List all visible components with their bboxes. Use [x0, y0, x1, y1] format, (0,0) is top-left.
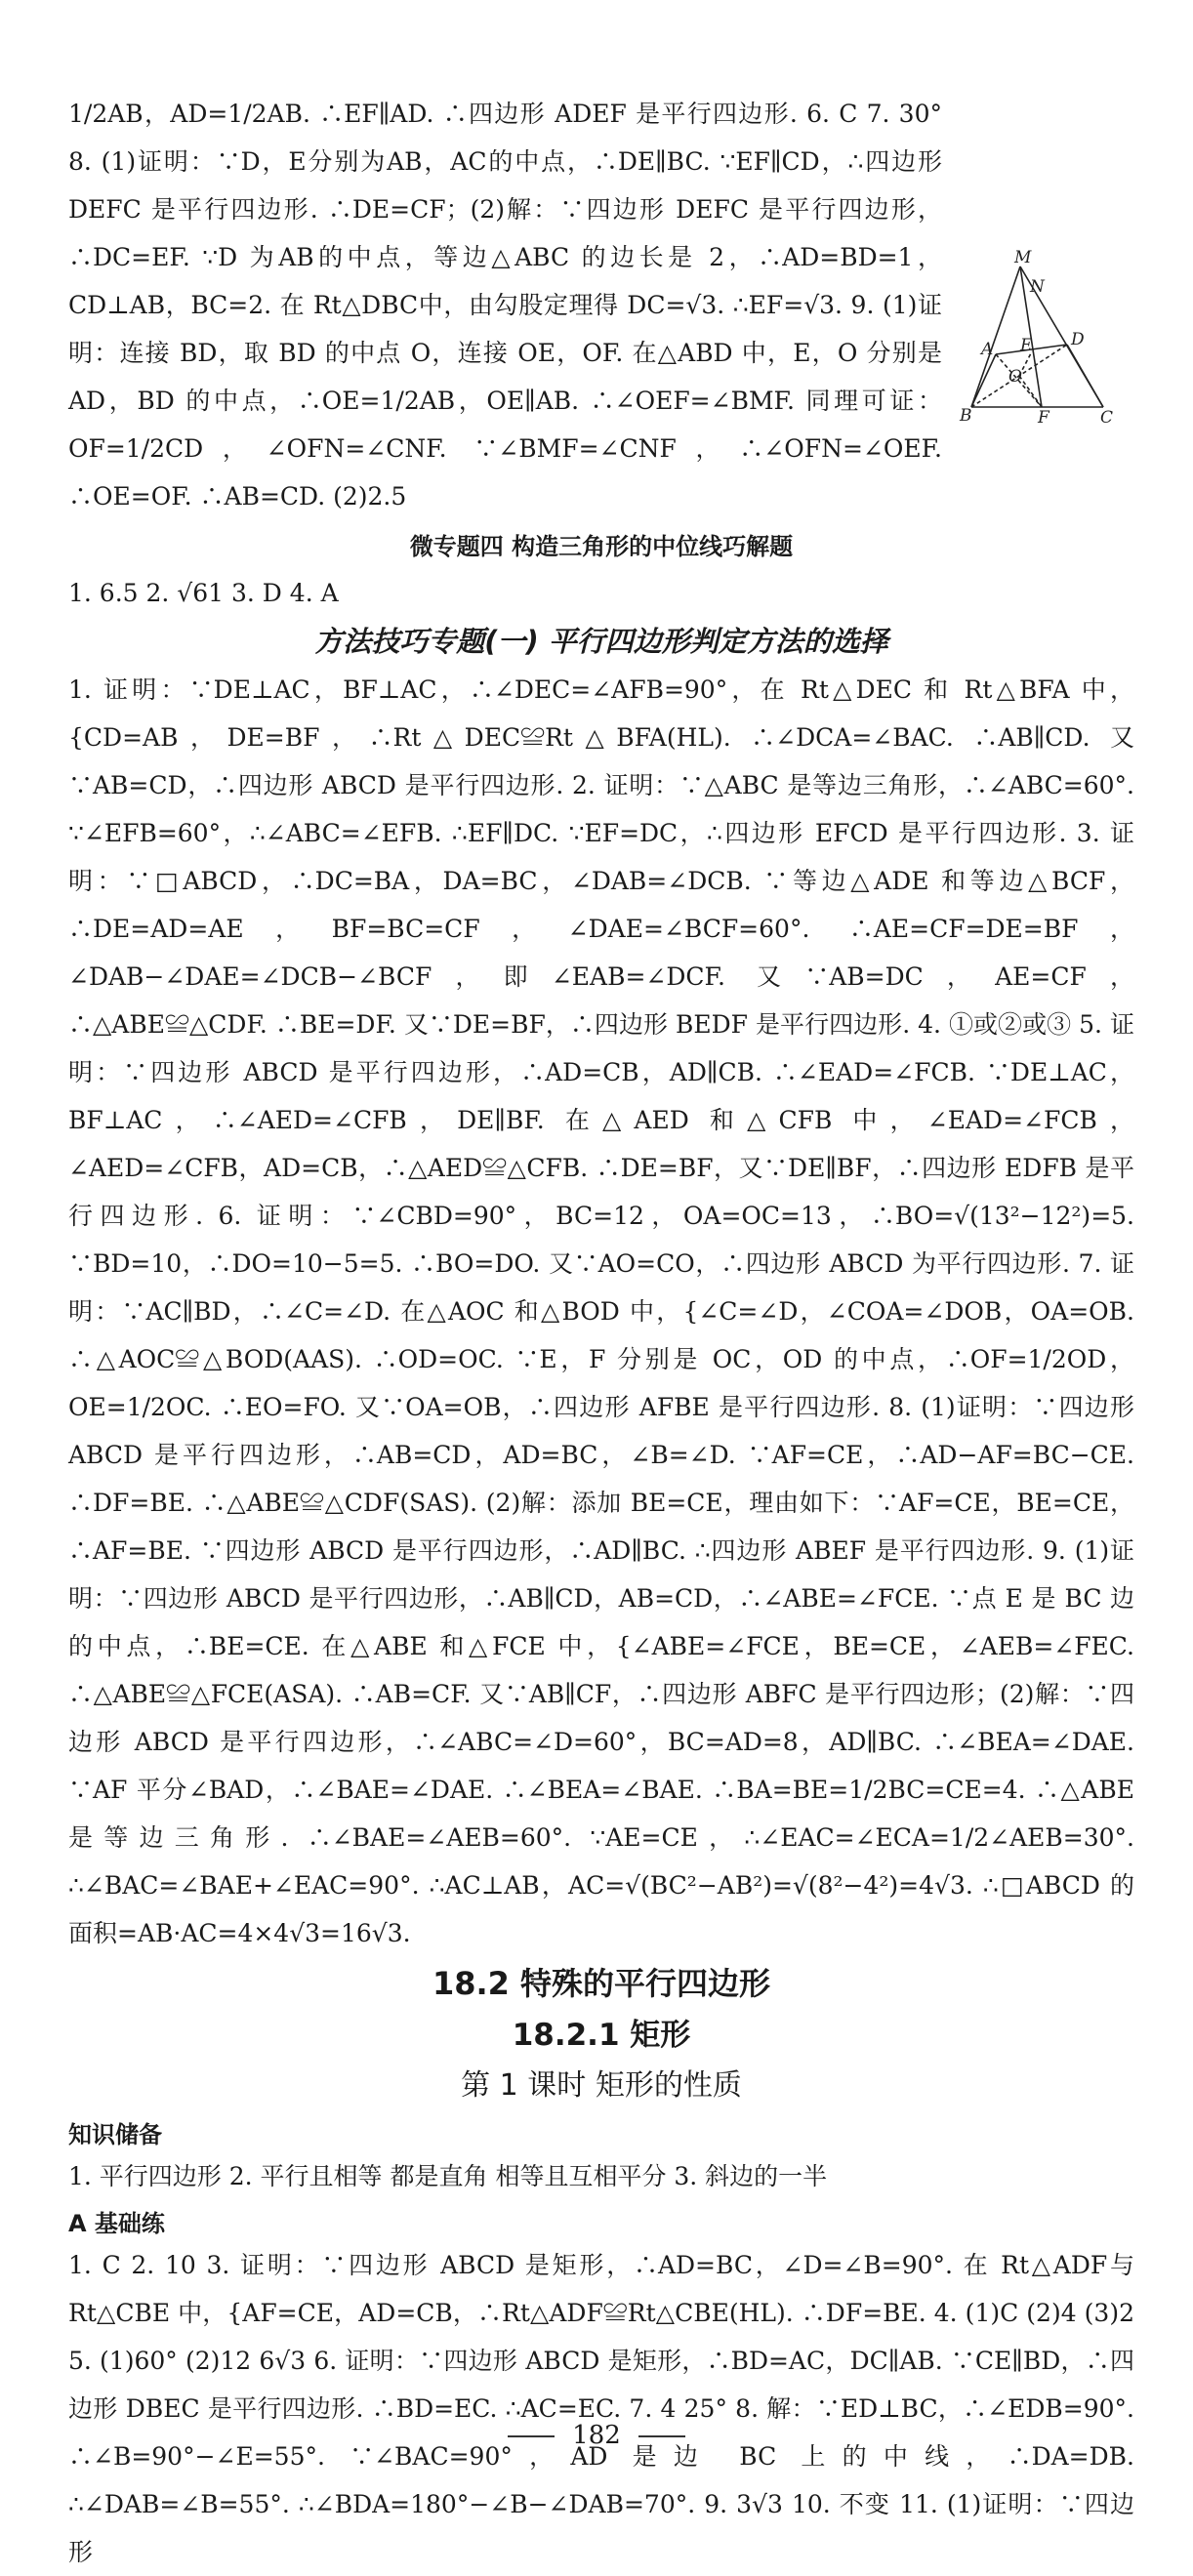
answer-para-5: 1. C 2. 10 3. 证明：∵四边形 ABCD 是矩形，∴AD=BC，∠D=∠B=90°. 在 Rt△ADF与 Rt△CBE 中，{AF=CE，AD=CB，∴Rt△ADF≌Rt△CBE(HL). ∴DF=BE. 4. (1)C (2)4 (3)2 5. (1)60° (2)12 6√3 6. 证明：∵四边形 ABCD 是矩形，∴BD=AC，DC∥AB. ∵CE∥BD，∴四边形 DBEC 是平行四边形. ∴BD=EC. ∴AC=EC. 7. 4 25° 8. 解：∵ED⊥BC，∴∠EDB=90°. ∴∠B=90°−∠E=55°. ∵∠BAC=90°，AD 是边 BC 上的中线，∴DA=DB. ∴∠DAB=∠B=55°. ∴∠BDA=180°−∠B−∠DAB=70°. 9. 3√3 10. 不变 11. (1)证明：∵四边形 — [68, 2251, 1134, 2566]
page-footer — [0, 2421, 1193, 2450]
page-number: 182 — [572, 2421, 621, 2450]
answer-para-2: 1. 6.5 2. √61 3. D 4. A — [68, 579, 339, 607]
footer-dash-right — [638, 2435, 685, 2437]
figure-label-c: C — [1100, 408, 1114, 425]
geometry-figure — [952, 249, 1123, 425]
answer-para-4: 1. 平行四边形 2. 平行且相等 都是直角 相等且互相平分 3. 斜边的一半 — [68, 2162, 828, 2190]
heading-section-18-2: 18.2 特殊的平行四边形 — [432, 1965, 771, 2002]
figure-label-d: D — [1071, 330, 1085, 349]
answer-para-3: 1. 证明：∵DE⊥AC，BF⊥AC，∴∠DEC=∠AFB=90°，在 Rt△DEC 和 Rt△BFA 中，{CD=AB，DE=BF，∴Rt△DEC≌Rt△BFA(HL). ∴∠DCA=∠BAC. ∴AB∥CD. 又∵AB=CD，∴四边形 ABCD 是平行四边形. 2. 证明：∵△ABC 是等边三角形，∴∠ABC=60°. ∵∠EFB=60°，∴∠ABC=∠EFB. ∴EF∥DC. ∵EF=DC，∴四边形 EFCD 是平行四边形. 3. 证明：∵□ABCD，∴DC=BA，DA=BC，∠DAB=∠DCB. ∵等边△ADE 和等边△BCF，∴DE=AD=AE，BF=BC=CF，∠DAE=∠BCF=60°. ∴AE=CF=DE=BF，∠DAB−∠DAE=∠DCB−∠BCF，即∠EAB=∠DCF. 又∵AB=DC，AE=CF，∴△ABE≌△CDF. ∴BE=DF. 又∵DE=BF，∴四边形 BEDF 是平行四边形. 4. ①或②或③ 5. 证明：∵四边形 ABCD 是平行四边形，∴AD=CB，AD∥CB. ∴∠EAD=∠FCB. ∵DE⊥AC，BF⊥AC，∴∠AED=∠CFB，DE∥BF. 在△AED 和△CFB 中，∠EAD=∠FCB，∠AED=∠CFB，AD=CB，∴△AED≌△CFB. ∴DE=BF，又∵DE∥BF，∴四边形 EDFB 是平行四边形. 6. 证明：∵∠CBD=90°，BC=12，OA=OC=13，∴BO=√(13²−12²)=5. ∵BD=10，∴DO=10−5=5. ∴BO=DO. 又∵AO=CO，∴四边形 ABCD 为平行四边形. 7. 证明：∵AC∥BD，∴∠C=∠D. 在△AOC 和△BOD 中，{∠C=∠D，∠COA=∠DOB，OA=OB. ∴△AOC≌△BOD(AAS). ∴OD=OC. ∵E，F 分别是 OC，OD 的中点，∴OF=1/2OD，OE=1/2OC. ∴EO=FO. 又∵OA=OB，∴四边形 AFBE 是平行四边形. 8. (1)证明：∵四边形 ABCD 是平行四边形，∴AB=CD，AD=BC，∠B=∠D. ∵AF=CE，∴AD−AF=BC−CE. ∴DF=BE. ∴△ABE≌△CDF(SAS). (2)解：添加 BE=CE，理由如下：∵AF=CE，BE=CE，∴AF=BE. ∵四边形 ABCD 是平行四边形，∴AD∥BC. ∴四边形 ABEF 是平行四边形. 9. (1)证明：∵四边形 ABCD 是平行四边形，∴AB∥CD，AB=CD，∴∠ABE=∠FCE. ∵点 E 是 BC 边的中点，∴BE=CE. 在△ABE 和△FCE 中，{∠ABE=∠FCE，BE=CE，∠AEB=∠FEC. ∴△ABE≌△FCE(ASA). ∴AB=CF. 又∵AB∥CF，∴四边形 ABFC 是平行四边形；(2)解：∵四边形 ABCD 是平行四边形，∴∠ABC=∠D=60°，BC=AD=8，AD∥BC. ∴∠BEA=∠DAE. ∵AF 平分∠BAD，∴∠BAE=∠DAE. ∴∠BEA=∠BAE. ∴BA=BE=1/2BC=CE=4. ∴△ABE 是等边三角形. ∴∠BAE=∠AEB=60°. ∵AE=CE，∴∠EAC=∠ECA=1/2∠AEB=30°. ∴∠BAC=∠BAE+∠EAC=90°. ∴AC⊥AB，AC=√(BC²−AB²)=√(8²−4²)=4√3. ∴□ABCD 的面积=AB·AC=4×4√3=16√3. — [68, 675, 1134, 1947]
footer-dash-left — [508, 2435, 555, 2437]
answer-para-1: 1/2AB，AD=1/2AB. ∴EF∥AD. ∴四边形 ADEF 是平行四边形. 6. C 7. 30° 8. (1)证明：∵D，E分别为AB，AC的中点，∴DE∥BC. ∵EF∥CD，∴四边形 DEFC 是平行四边形. ∴DE=CF；(2)解：∵四边形 DEFC 是平行四边形，∴DC=EF. ∵D 为AB的中点，等边△ABC 的边长是 2，∴AD=BD=1，CD⊥AB，BC=2. 在 Rt△DBC中，由勾股定理得 DC=√3. ∴EF=√3. 9. (1)证明：连接 BD，取 BD 的中点 O，连接 OE，OF. 在△ABD 中，E，O 分别是 AD，BD 的中点，∴OE=1/2AB，OE∥AB. ∴∠OEF=∠BMF. 同理可证：OF=1/2CD，∠OFN=∠CNF. ∵∠BMF=∠CNF，∴∠OFN=∠OEF. ∴OE=OF. ∴AB=CD. (2)2.5 — [68, 100, 942, 511]
heading-section-18-2-1: 18.2.1 矩形 — [512, 2018, 691, 2053]
label-knowledge: 知识储备 — [68, 2121, 162, 2148]
heading-lesson-1: 第 1 课时 矩形的性质 — [461, 2068, 742, 2103]
figure-label-o: O — [1008, 367, 1022, 387]
figure-label-a: A — [981, 340, 994, 359]
label-basic-practice: A 基础练 — [68, 2210, 165, 2237]
figure-label-f: F — [1038, 408, 1049, 425]
figure-label-e: E — [1020, 336, 1033, 355]
figure-label-n: N — [1030, 277, 1045, 297]
heading-method-topic-1: 方法技巧专题(一) 平行四边形判定方法的选择 — [314, 625, 888, 658]
figure-label-b: B — [960, 406, 972, 425]
heading-special-topic-4: 微专题四 构造三角形的中位线巧解题 — [409, 533, 794, 560]
figure-label-m: M — [1014, 249, 1032, 267]
answer-content — [68, 90, 1134, 2576]
